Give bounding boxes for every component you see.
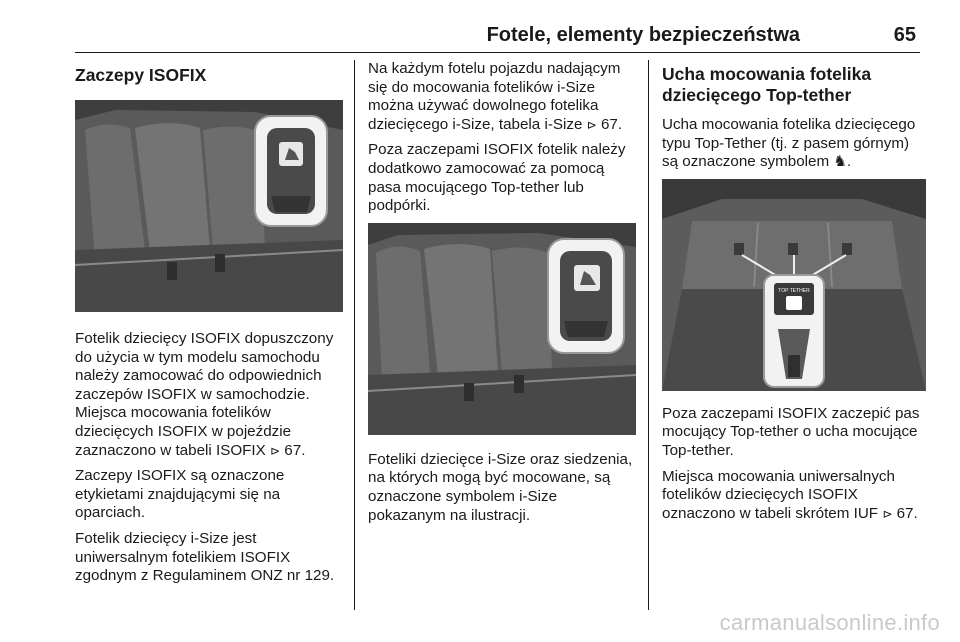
heading-isofix: Zaczepy ISOFIX <box>75 65 207 85</box>
top-tether-symbol-icon: ♞ <box>833 153 847 171</box>
paragraph: Miejsca mocowania uniwersalnych fotelików dziecięcych ISOFIX oznaczono w tabeli skrótem IUF ⊳ 67. <box>662 467 918 522</box>
paragraph: Poza zaczepami ISOFIX zaczepić pas mocujący Top-tether o ucha mocujące Top-tether. <box>662 404 920 459</box>
column-1 <box>75 60 345 593</box>
page-ref-arrow-icon: ⊳ <box>270 443 281 458</box>
page-header <box>75 18 920 53</box>
paragraph: Poza zaczepami ISOFIX fotelik należy dodatkowo zamocować za pomocą pasa mocującego Top-tether lub podpórki. <box>368 141 626 215</box>
isofix-seat-illustration <box>75 100 343 312</box>
column-divider <box>354 60 355 610</box>
page-number: 65 <box>893 24 916 46</box>
top-tether-label: TOP TETHER <box>778 287 810 294</box>
column-3 <box>662 60 924 530</box>
column-divider <box>648 60 649 610</box>
page-ref-arrow-icon: ⊳ <box>882 506 893 521</box>
paragraph: Fotelik dziecięcy i-Size jest uniwersalnym fotelikiem ISOFIX zgodnym z Regulaminem ONZ nr 129. <box>75 529 335 585</box>
watermark: carmanualsonline.info <box>719 610 940 635</box>
page-ref-arrow-icon: ⊳ <box>586 117 597 132</box>
column-2 <box>368 60 636 532</box>
heading-top-tether: Ucha mocowania fotelika dziecięcego Top-tether <box>662 64 872 105</box>
paragraph: Fotelik dziecięcy ISOFIX dopuszczony do użycia w tym modelu samochodu należy zamocować do odpowiednich zaczepów ISOFIX w samochodzie. Miejsca mocowania fotelików dziecięcych ISOFIX w pojeździe zaznaczono w tabeli ISOFIX ⊳ 67. <box>75 330 334 459</box>
top-tether-trunk-illustration <box>662 179 926 391</box>
isize-seat-illustration <box>368 223 636 435</box>
paragraph: Ucha mocowania fotelika dziecięcego typu Top-Tether (tj. z pasem górnym) są oznaczone symbolem ♞. <box>662 116 916 171</box>
paragraph: Zaczepy ISOFIX są oznaczone etykietami znajdującymi się na oparciach. <box>75 467 285 522</box>
paragraph: Foteliki dziecięce i-Size oraz siedzenia, na których mogą być mocowane, są oznaczone symbolem i-Size pokazanym na ilustracji. <box>368 450 633 524</box>
paragraph: Na każdym fotelu pojazdu nadającym się do mocowania fotelików i-Size można używać dowolnego fotelika dziecięcego i-Size, tabela i-Size ⊳ 67. <box>368 60 623 133</box>
section-title: Fotele, elementy bezpieczeństwa <box>486 24 800 46</box>
